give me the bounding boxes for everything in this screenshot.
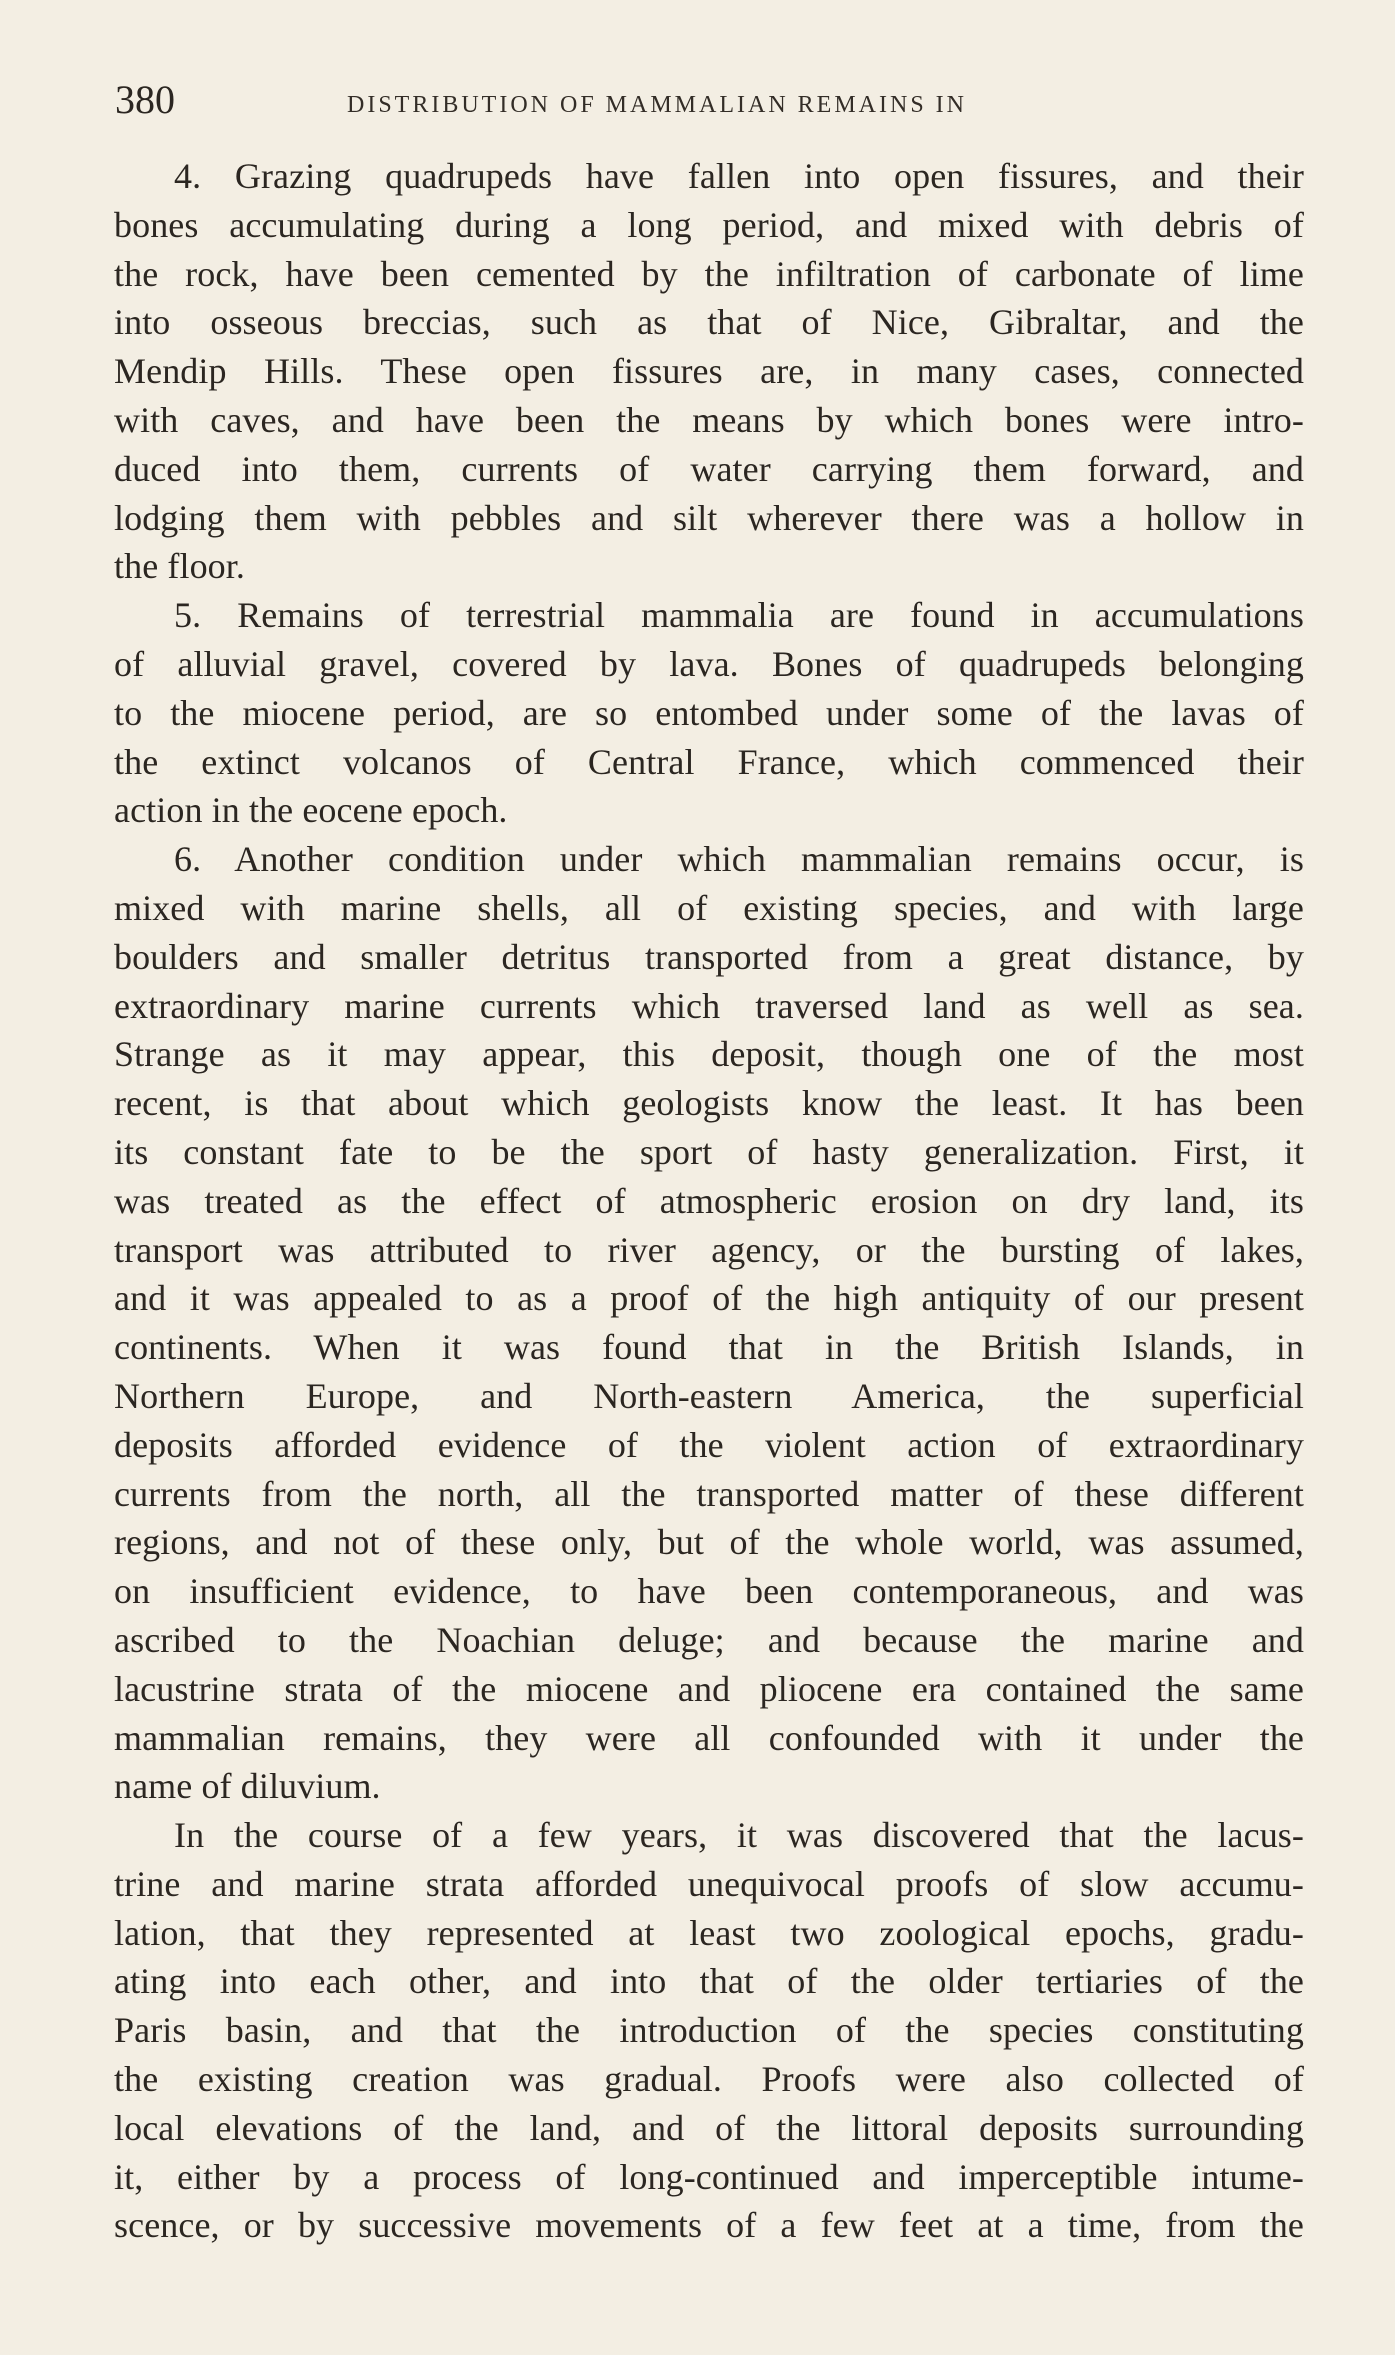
text-line: Paris basin, and that the introduction of the species constituting: [114, 2010, 1304, 2051]
text-line: local elevations of the land, and of the littoral deposits surrounding: [114, 2107, 1304, 2148]
text-line: currents from the north, all the transported matter of these different: [114, 1473, 1304, 1514]
text-line: the existing creation was gradual. Proofs were also collected of: [114, 2059, 1304, 2100]
text-line: transport was attributed to river agency, or the bursting of lakes,: [114, 1229, 1304, 1270]
text-line: to the miocene period, are so entombed under some of the lavas of: [114, 692, 1304, 733]
text-line: of alluvial gravel, covered by lava. Bones of quadrupeds belonging: [114, 643, 1304, 684]
page-number: 380: [115, 77, 175, 122]
text-line: regions, and not of these only, but of the whole world, was assumed,: [114, 1522, 1304, 1563]
text-line: Strange as it may appear, this deposit, though one of the most: [114, 1034, 1304, 1075]
text-line: ascribed to the Noachian deluge; and because the marine and: [114, 1619, 1304, 1660]
text-line: 4. Grazing quadrupeds have fallen into open fissures, and their: [174, 156, 1304, 196]
text-line: action in the eocene epoch.: [114, 790, 508, 831]
text-line: boulders and smaller detritus transported from a great distance, by: [114, 936, 1304, 977]
text-line: In the course of a few years, it was discovered that the lacus-: [174, 1815, 1304, 1856]
text-line: mixed with marine shells, all of existing species, and with large: [114, 887, 1304, 928]
text-line: deposits afforded evidence of the violent action of extraordinary: [114, 1424, 1304, 1465]
text-line: it, either by a process of long-continued and imperceptible intume-: [114, 2156, 1304, 2197]
text-line: bones accumulating during a long period, and mixed with debris of: [114, 204, 1304, 245]
text-line: continents. When it was found that in the British Islands, in: [114, 1327, 1304, 1368]
text-line: the rock, have been cemented by the infiltration of carbonate of lime: [114, 253, 1304, 294]
text-line: on insufficient evidence, to have been contemporaneous, and was: [114, 1571, 1304, 1612]
text-line: the extinct volcanos of Central France, which commenced their: [114, 741, 1304, 782]
text-line: lation, that they represented at least two zoological epochs, gradu-: [114, 1912, 1304, 1953]
text-line: scence, or by successive movements of a few feet at a time, from the: [114, 2205, 1304, 2246]
text-line: recent, is that about which geologists know the least. It has been: [114, 1083, 1304, 1124]
page-header: [115, 77, 1305, 140]
text-line: Mendip Hills. These open fissures are, in many cases, connected: [114, 351, 1304, 392]
body-text: [114, 152, 1304, 2250]
text-line: trine and marine strata afforded unequivocal proofs of slow accumu-: [114, 1863, 1304, 1904]
text-line: 6. Another condition under which mammalian remains occur, is: [174, 839, 1304, 880]
text-line: extraordinary marine currents which traversed land as well as sea.: [114, 985, 1304, 1026]
text-line: mammalian remains, they were all confounded with it under the: [114, 1717, 1304, 1758]
text-line: and it was appealed to as a proof of the high antiquity of our present: [114, 1278, 1304, 1319]
text-line: lodging them with pebbles and silt wherever there was a hollow in: [114, 497, 1304, 538]
text-line: was treated as the effect of atmospheric erosion on dry land, its: [114, 1180, 1304, 1221]
text-line: name of diluvium.: [114, 1766, 381, 1807]
text-line: lacustrine strata of the miocene and pliocene era contained the same: [114, 1668, 1304, 1709]
running-head: DISTRIBUTION OF MAMMALIAN REMAINS IN: [347, 92, 968, 118]
text-line: ating into each other, and into that of the older tertiaries of the: [114, 1961, 1304, 2002]
text-line: 5. Remains of terrestrial mammalia are found in accumulations: [174, 595, 1304, 636]
text-line: its constant fate to be the sport of hasty generalization. First, it: [114, 1131, 1304, 1172]
text-line: with caves, and have been the means by which bones were intro-: [114, 399, 1304, 440]
text-line: the floor.: [114, 546, 245, 587]
text-line: into osseous breccias, such as that of Nice, Gibraltar, and the: [114, 302, 1304, 343]
text-line: Northern Europe, and North-eastern America, the superficial: [114, 1375, 1304, 1416]
text-line: duced into them, currents of water carrying them forward, and: [114, 448, 1304, 489]
